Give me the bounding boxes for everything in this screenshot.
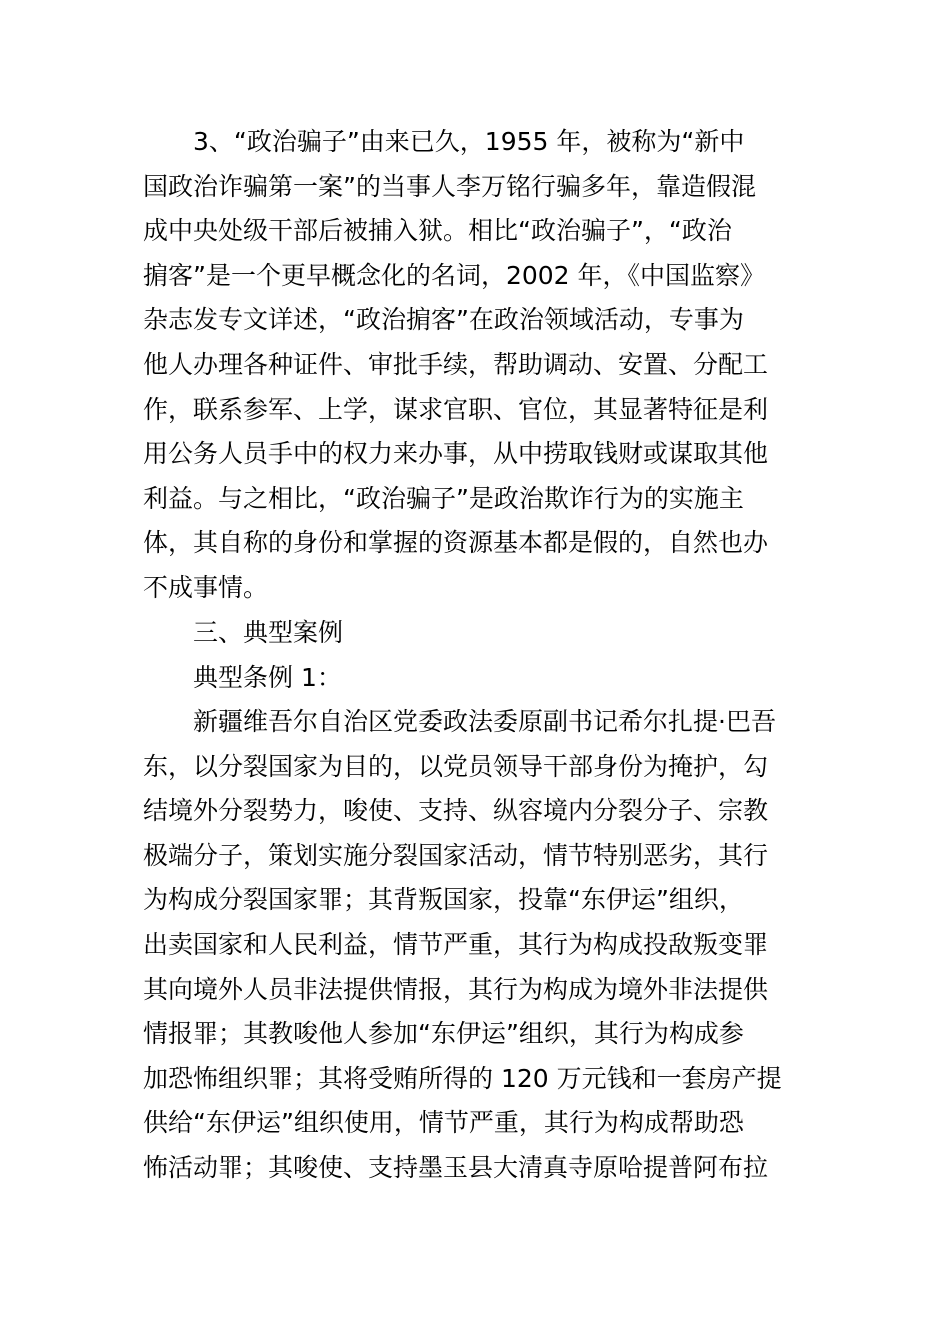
paragraph-line: 为构成分裂国家罪；其背叛国家，投靠“东伊运”组织， (143, 885, 744, 915)
case-label: 典型条例 1： (193, 662, 342, 692)
paragraph-line: 新疆维吾尔自治区党委政法委原副书记希尔扎提·巴吾 (193, 707, 776, 736)
paragraph-line: 供给“东伊运”组织使用，情节严重，其行为构成帮助恐 (143, 1108, 744, 1138)
section-heading: 三、典型案例 (193, 618, 344, 647)
paragraph-line: 作，联系参军、上学，谋求官职、官位，其显著特征是利 (143, 394, 769, 424)
paragraph-line: 不成事情。 (143, 572, 269, 602)
paragraph-line: 怖活动罪；其唆使、支持墨玉县大清真寺原哈提普阿布拉 (143, 1152, 769, 1182)
paragraph-line: 他人办理各种证件、审批手续，帮助调动、安置、分配工 (143, 349, 769, 379)
paragraph-line: 成中央处级干部后被捕入狱。相比“政治骗子”，“政治 (143, 216, 732, 246)
paragraph-line: 结境外分裂势力，唆使、支持、纵容境内分裂分子、宗教 (143, 796, 769, 826)
paragraph-line: 利益。与之相比，“政治骗子”是政治欺诈行为的实施主 (143, 483, 744, 513)
paragraph-line: 出卖国家和人民利益，情节严重，其行为构成投敌叛变罪 (143, 929, 769, 959)
paragraph-line: 3、“政治骗子”由来已久，1955 年，被称为“新中 (193, 127, 745, 156)
case-paragraph (143, 700, 807, 1191)
paragraph-line: 用公务人员手中的权力来办事，从中捞取钱财或谋取其他 (143, 439, 769, 469)
paragraph-line: 体，其自称的身份和掌握的资源基本都是假的，自然也办 (143, 528, 769, 558)
paragraph-line: 情报罪；其教唆他人参加“东伊运”组织，其行为构成参 (143, 1019, 744, 1049)
section-heading-block (143, 611, 807, 700)
paragraph-line: 掮客”是一个更早概念化的名词，2002 年，《中国监察》 (143, 260, 766, 290)
paragraph-line: 杂志发专文详述，“政治掮客”在政治领域活动，专事为 (143, 305, 744, 335)
paragraph-line: 极端分子，策划实施分裂国家活动，情节特别恶劣，其行 (143, 840, 769, 870)
paragraph-line: 加恐怖组织罪；其将受贿所得的 120 万元钱和一套房产提 (143, 1063, 782, 1093)
paragraph-line: 国政治诈骗第一案”的当事人李万铭行骗多年，靠造假混 (143, 171, 756, 201)
paragraph-line: 其向境外人员非法提供情报，其行为构成为境外非法提供 (143, 974, 769, 1004)
paragraph-3 (143, 120, 807, 611)
paragraph-line: 东，以分裂国家为目的，以党员领导干部身份为掩护，勾 (143, 751, 769, 781)
